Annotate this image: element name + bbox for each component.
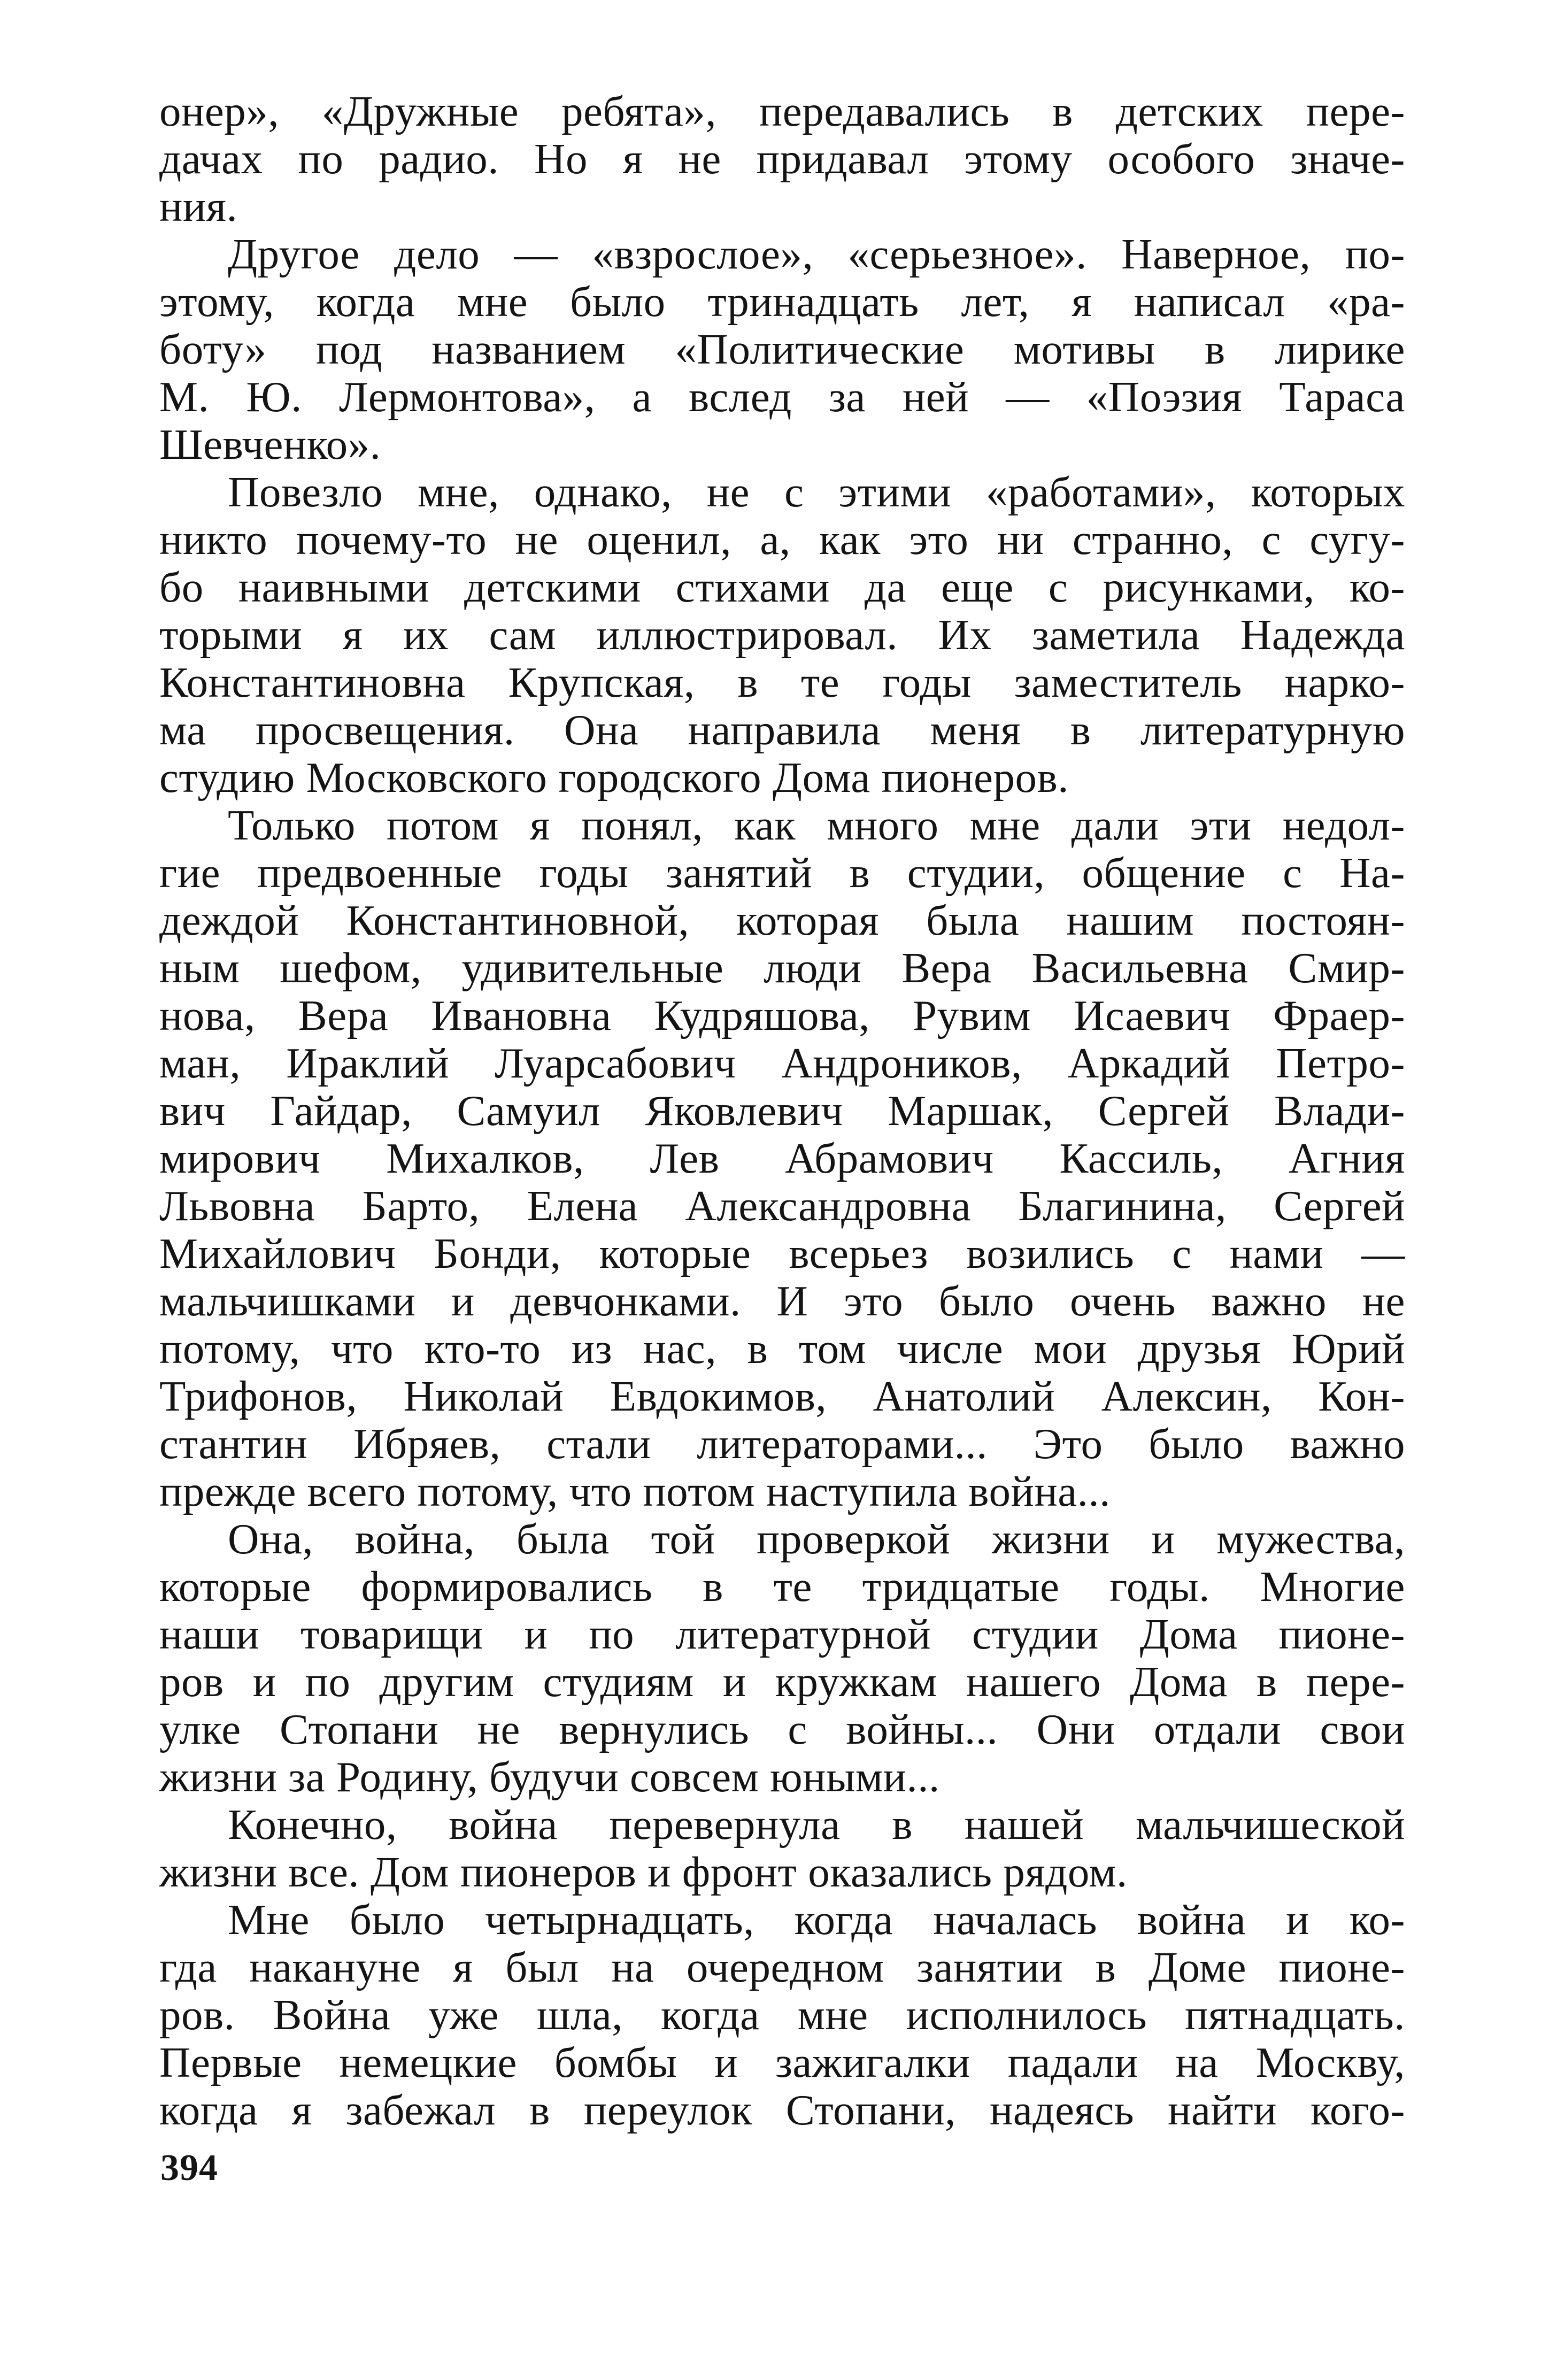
text-line: Повезло мне, однако, не с этими «работами», которых bbox=[228, 468, 1405, 516]
text-line: Другое дело — «взрослое», «серьезное». Наверное, по- bbox=[228, 230, 1405, 278]
text-line: которые формировались в те тридцатые годы. Многие bbox=[159, 1562, 1405, 1611]
text-line: мирович Михалков, Лев Абрамович Кассиль, Агния bbox=[159, 1134, 1405, 1182]
text-line: наши товарищи и по литературной студии Дома пионе- bbox=[159, 1610, 1405, 1658]
text-line: бо наивными детскими стихами да еще с рисунками, ко- bbox=[159, 563, 1405, 611]
text-line: вич Гайдар, Самуил Яковлевич Маршак, Сергей Влади- bbox=[159, 1087, 1405, 1135]
text-line: Только потом я понял, как много мне дали эти недол- bbox=[228, 801, 1405, 849]
text-line: Шевченко». bbox=[159, 420, 381, 468]
text-line: ров и по другим студиям и кружкам нашего Дома в пере- bbox=[159, 1658, 1405, 1706]
text-line: студию Московского городского Дома пионеров. bbox=[159, 753, 1069, 802]
text-line: Трифонов, Николай Евдокимов, Анатолий Алексин, Кон- bbox=[159, 1372, 1405, 1420]
text-line: стантин Ибряев, стали литераторами... Это было важно bbox=[159, 1420, 1405, 1468]
text-line: никто почему-то не оценил, а, как это ни странно, с сугу- bbox=[159, 515, 1405, 564]
text-line: мальчишками и девчонками. И это было очень важно не bbox=[159, 1277, 1405, 1325]
text-line: жизни за Родину, будучи совсем юными... bbox=[159, 1753, 940, 1801]
paragraph bbox=[159, 230, 1405, 468]
body-text bbox=[159, 88, 1405, 2134]
text-line: Конечно, война перевернула в нашей мальчишеской bbox=[228, 1800, 1405, 1848]
paragraph bbox=[159, 468, 1405, 802]
text-line: ман, Ираклий Луарсабович Андроников, Аркадий Петро- bbox=[159, 1039, 1405, 1087]
text-line: этому, когда мне было тринадцать лет, я написал «ра- bbox=[159, 278, 1405, 326]
text-line: потому, что кто-то из нас, в том числе мои друзья Юрий bbox=[159, 1324, 1405, 1373]
text-line: Львовна Барто, Елена Александровна Благинина, Сергей bbox=[159, 1182, 1405, 1230]
text-line: Мне было четырнадцать, когда началась война и ко- bbox=[228, 1896, 1405, 1944]
text-line: гие предвоенные годы занятий в студии, общение с На- bbox=[159, 849, 1405, 897]
text-line: улке Стопани не вернулись с войны... Они отдали свои bbox=[159, 1705, 1405, 1753]
text-line: боту» под названием «Политические мотивы в лирике bbox=[159, 325, 1405, 373]
paragraph bbox=[159, 802, 1405, 1515]
paragraph bbox=[159, 1515, 1405, 1801]
paragraph bbox=[159, 1801, 1405, 1896]
text-line: деждой Константиновной, которая была нашим постоян- bbox=[159, 896, 1405, 944]
text-line: торыми я их сам иллюстрировал. Их заметила Надежда bbox=[159, 611, 1405, 659]
text-line: ным шефом, удивительные люди Вера Васильевна Смир- bbox=[159, 944, 1405, 992]
text-line: ма просвещения. Она направила меня в литературную bbox=[159, 706, 1405, 754]
text-line: онер», «Дружные ребята», передавались в детских пере- bbox=[159, 87, 1405, 135]
paragraph bbox=[159, 88, 1405, 230]
text-line: жизни все. Дом пионеров и фронт оказались рядом. bbox=[159, 1848, 1128, 1896]
text-line: ния. bbox=[159, 182, 238, 230]
text-line: прежде всего потому, что потом наступила война... bbox=[159, 1467, 1111, 1515]
text-line: Первые немецкие бомбы и зажигалки падали на Москву, bbox=[159, 2038, 1405, 2086]
text-line: Михайлович Бонди, которые всерьез возились с нами — bbox=[159, 1229, 1405, 1277]
paragraph bbox=[159, 1896, 1405, 2134]
text-line: дачах по радио. Но я не придавал этому особого значе- bbox=[159, 135, 1405, 183]
text-line: Константиновна Крупская, в те годы заместитель нарко- bbox=[159, 658, 1405, 706]
text-line: М. Ю. Лермонтова», а вслед за ней — «Поэзия Тараса bbox=[159, 373, 1405, 421]
text-line: гда накануне я был на очередном занятии в Доме пионе- bbox=[159, 1943, 1405, 1991]
text-line: когда я забежал в переулок Стопани, надеясь найти кого- bbox=[159, 2086, 1405, 2134]
text-line: нова, Вера Ивановна Кудряшова, Рувим Исаевич Фраер- bbox=[159, 991, 1405, 1039]
text-line: Она, война, была той проверкой жизни и мужества, bbox=[228, 1515, 1405, 1563]
page-number: 394 bbox=[160, 2147, 218, 2189]
text-line: ров. Война уже шла, когда мне исполнилось пятнадцать. bbox=[159, 1991, 1405, 2039]
